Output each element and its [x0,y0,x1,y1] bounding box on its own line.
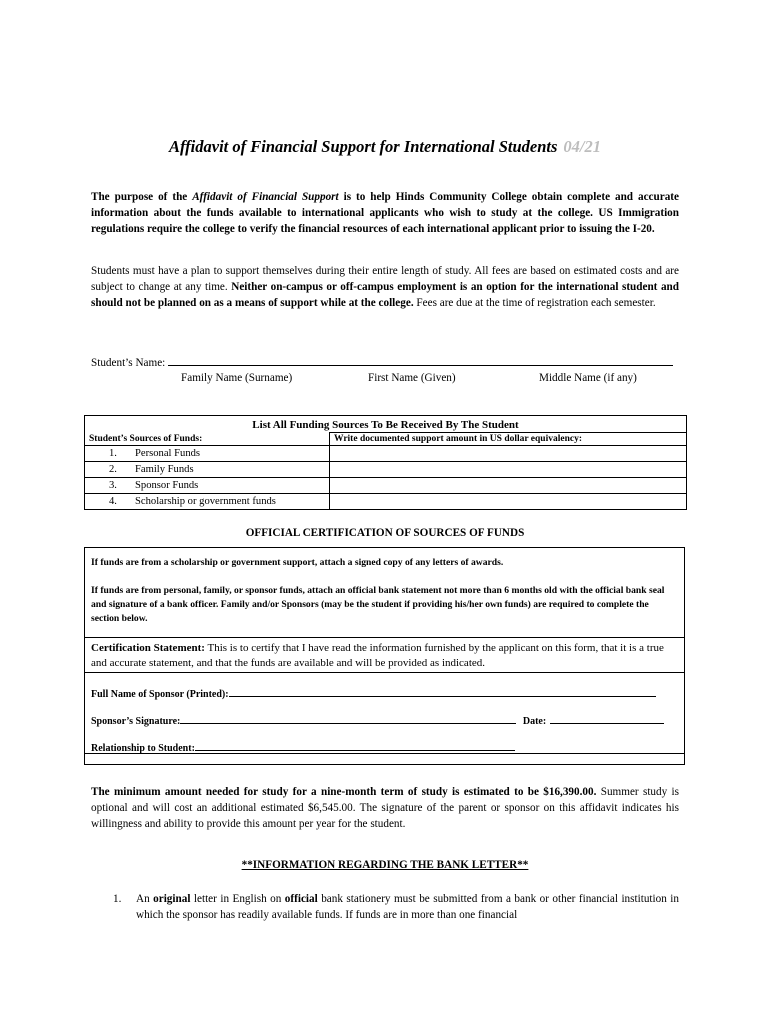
plan-text-b: Neither on-campus or off-campus employment is an option for the international student and should not be planned on as a means of support while at the college. [91,281,679,309]
source-item-label: Family Funds [135,464,194,475]
table-row [85,462,687,478]
purpose-text-c: is to help Hinds Community College obtain complete and accurate information about the funds available to international applicants who wish to study at the college. US Immigration regulations require the college to verify the financial resources of each international applicant prior to issuing the I-20. [91,191,679,235]
student-name-label: Student’s Name: [91,357,166,369]
relationship-line[interactable] [195,741,515,751]
title-date: 04/21 [563,137,602,156]
sponsor-signature-field[interactable] [91,714,664,727]
minimum-text-b: Summer study is optional and will cost an additional estimated $6,545.00. The signature of the parent or sponsor on this affidavit indicates his willingness and ability to provide this amount per year for the student. [91,786,679,830]
certification-box [84,547,685,765]
amount-cell[interactable] [330,494,687,510]
plan-paragraph [91,263,679,311]
first-name-caption: First Name (Given) [368,372,456,384]
list-item [113,891,679,923]
plan-text-c: Fees are due at the time of registration each semester. [413,297,656,309]
student-name-field[interactable] [91,355,691,369]
bank-letter-title: **INFORMATION REGARDING THE BANK LETTER** [241,859,529,871]
source-item-label: Personal Funds [135,448,201,459]
minimum-amount-paragraph [91,784,679,832]
bank-text-e: bank stationery must be submitted from a bank or other financial institution in which the sponsor has readily available funds. If funds are in more than one financial [136,893,679,921]
title-text: Affidavit of Financial Support for International Students [168,137,558,156]
source-item-num: 1. [109,448,117,459]
funding-table-heading: List All Funding Sources To Be Received By The Student [85,416,687,433]
sponsor-name-field[interactable] [91,687,656,700]
list-item-text [136,891,679,923]
bank-text-a: An [136,893,154,905]
certification-title: OFFICIAL CERTIFICATION OF SOURCES OF FUNDS [245,527,525,539]
source-item-label: Sponsor Funds [135,480,199,491]
bank-statement-note: If funds are from personal, family, or sponsor funds, attach an official bank statement not more than 6 months old with the official bank seal and signature of a bank officer. Family and/or Sponsors (may be the student if providing his/her own funds) are required to complete the section below. [91,585,665,624]
middle-name-caption: Middle Name (if any) [539,372,637,384]
source-item [85,462,330,478]
page-title [0,137,770,157]
sponsor-name-line[interactable] [229,687,656,697]
amount-cell[interactable] [330,462,687,478]
source-item-num: 3. [109,480,117,491]
relationship-label: Relationship to Student: [91,743,195,754]
purpose-paragraph [91,189,679,237]
table-row [85,446,687,462]
sponsor-signature-line[interactable] [180,714,516,724]
sponsor-name-label: Full Name of Sponsor (Printed): [91,689,229,700]
bank-text-c: letter in English on [190,893,285,905]
purpose-text-a: The purpose of the [91,191,193,203]
student-name-line[interactable] [168,355,673,366]
amount-cell[interactable] [330,446,687,462]
source-item-num: 4. [109,496,117,507]
statement-label: Certification Statement: [91,642,205,654]
plan-text-a: Students must have a plan to support themselves during their entire length of study. All fees are based on estimated costs and are subject to change at any time. [91,265,679,293]
source-item [85,446,330,462]
minimum-text-a: The minimum amount needed for study for a nine-month term of study is estimated to be $16,390.00. [91,786,597,798]
source-item [85,478,330,494]
table-row [85,494,687,510]
purpose-text-b: Affidavit of Financial Support [192,191,339,203]
sources-column-header: Student’s Sources of Funds: [85,433,330,446]
amount-cell[interactable] [330,478,687,494]
source-item-label: Scholarship or government funds [135,496,276,507]
sponsor-signature-label: Sponsor’s Signature: [91,716,181,727]
bank-text-d: official [284,893,318,905]
certification-statement [91,641,679,671]
funding-sources-table [84,415,687,510]
statement-text: This is to certify that I have read the information furnished by the applicant on this form, that it is a true and accurate statement, and that the funds are available and will be provided as indicated. [91,642,664,669]
divider [85,637,684,638]
bank-text-b: original [153,893,191,905]
divider [85,672,684,673]
amount-column-header: Write documented support amount in US dollar equivalency: [330,433,687,446]
list-item-num: 1. [113,893,122,905]
date-line[interactable] [550,714,664,724]
scholarship-note: If funds are from a scholarship or government support, attach a signed copy of any letters of awards. [91,557,504,568]
date-label: Date: [522,716,547,727]
source-item [85,494,330,510]
family-name-caption: Family Name (Surname) [181,372,293,384]
table-row [85,478,687,494]
divider [85,753,684,754]
source-item-num: 2. [109,464,117,475]
